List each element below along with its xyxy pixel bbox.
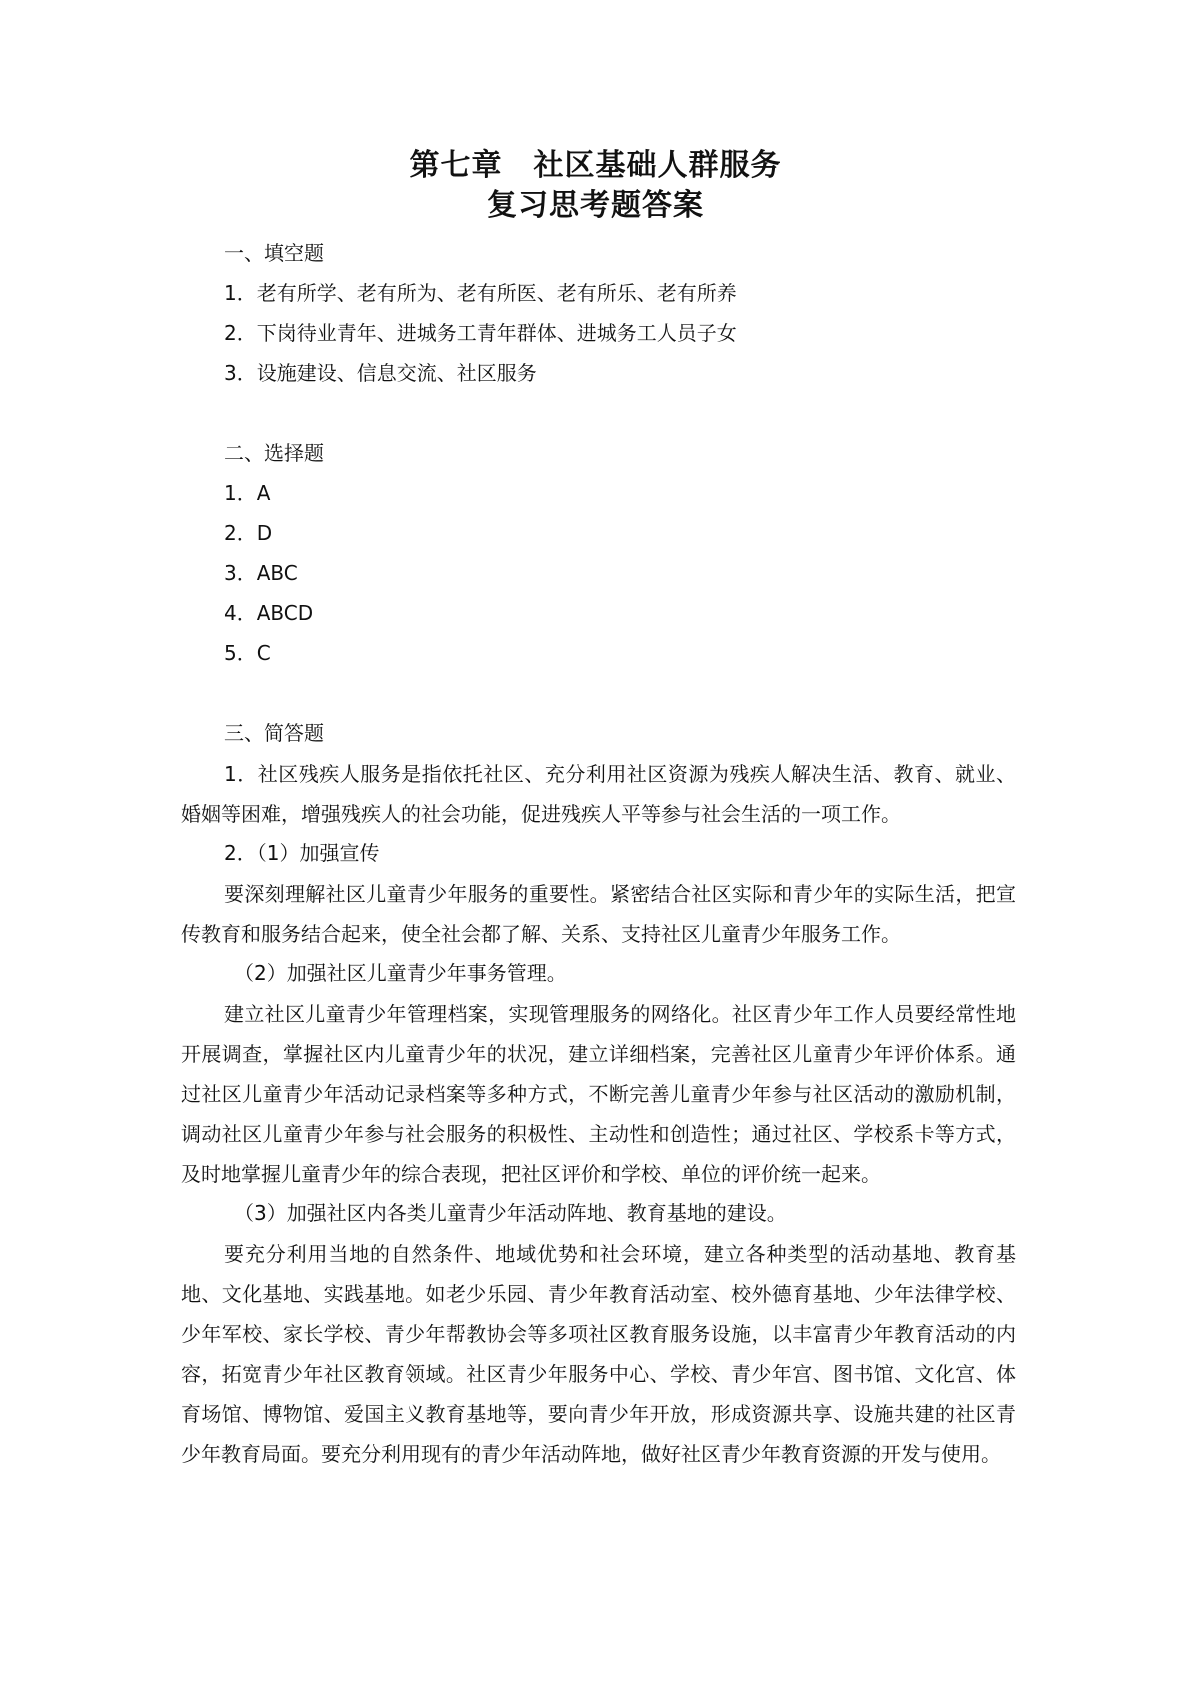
chapter-title: 第七章 社区基础人群服务 — [409, 148, 782, 183]
fill-blank-answer-2: 2．下岗待业青年、进城务工青年群体、进城务工人员子女 — [224, 321, 737, 345]
fill-blank-answer-3: 3．设施建设、信息交流、社区服务 — [224, 361, 537, 385]
choice-answer-2: 2．D — [224, 521, 273, 545]
chapter-subtitle: 复习思考题答案 — [487, 188, 704, 223]
short-answer-2-paragraph-2: 建立社区儿童青少年管理档案，实现管理服务的网络化。社区青少年工作人员要经常性地开展调查，掌握社区内儿童青少年的状况，建立详细档案，完善社区儿童青少年评价体系。通过社区儿童青少年活动记录档案等多种方式，不断完善儿童青少年参与社区活动的激励机制，调动社区儿童青少年参与社会服务的积极性、主动性和创造性；通过社区、学校系卡等方式，及时地掌握儿童青少年的综合表现，把社区评价和学校、单位的评价统一起来。 — [181, 1002, 1016, 1186]
fill-blank-answer-1: 1．老有所学、老有所为、老有所医、老有所乐、老有所养 — [224, 281, 737, 305]
short-answer-2-subheading-3: （3）加强社区内各类儿童青少年活动阵地、教育基地的建设。 — [234, 1201, 787, 1225]
short-answer-2-paragraph-3: 要充分利用当地的自然条件、地域优势和社会环境，建立各种类型的活动基地、教育基地、文化基地、实践基地。如老少乐园、青少年教育活动室、校外德育基地、少年法律学校、少年军校、家长学校、青少年帮教协会等多项社区教育服务设施，以丰富青少年教育活动的内容，拓宽青少年社区教育领域。社区青少年服务中心、学校、青少年宫、图书馆、文化宫、体育场馆、博物馆、爱国主义教育基地等，要向青少年开放，形成资源共享、设施共建的社区青少年教育局面。要充分利用现有的青少年活动阵地，做好社区青少年教育资源的开发与使用。 — [181, 1242, 1016, 1466]
section-heading-short-answer: 三、简答题 — [224, 721, 324, 745]
choice-answer-4: 4．ABCD — [224, 601, 314, 625]
choice-answer-1: 1．A — [224, 481, 271, 505]
section-heading-multiple-choice: 二、选择题 — [224, 441, 324, 465]
short-answer-2-subheading-1: 2．（1）加强宣传 — [224, 841, 380, 865]
short-answer-2-paragraph-1: 要深刻理解社区儿童青少年服务的重要性。紧密结合社区实际和青少年的实际生活，把宣传教育和服务结合起来，使全社会都了解、关系、支持社区儿童青少年服务工作。 — [181, 882, 1016, 946]
choice-answer-5: 5．C — [224, 641, 271, 665]
choice-answer-3: 3．ABC — [224, 561, 298, 585]
short-answer-1: 1．社区残疾人服务是指依托社区、充分利用社区资源为残疾人解决生活、教育、就业、婚姻等困难，增强残疾人的社会功能，促进残疾人平等参与社会生活的一项工作。 — [181, 762, 1016, 826]
short-answer-2-subheading-2: （2）加强社区儿童青少年事务管理。 — [234, 961, 567, 985]
section-heading-fill-blank: 一、填空题 — [224, 241, 324, 265]
